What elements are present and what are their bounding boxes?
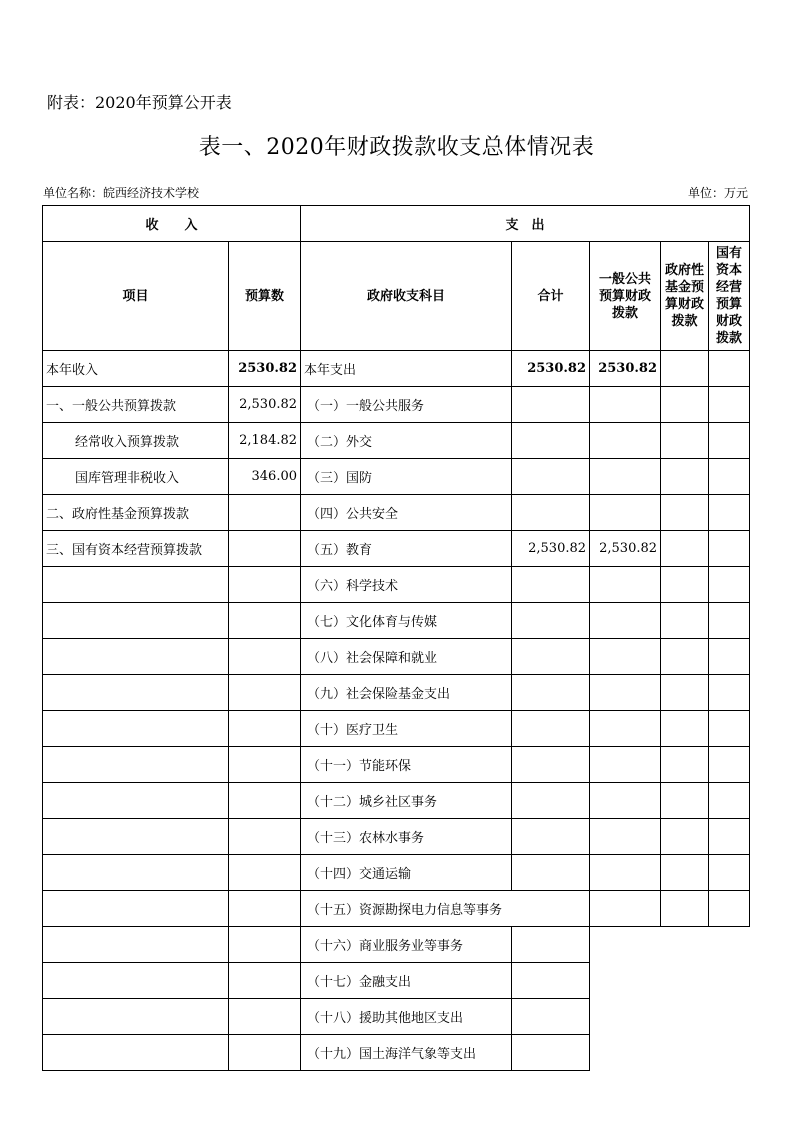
expense-total-cell — [512, 567, 590, 603]
table-row — [43, 459, 750, 495]
unit-name: 单位名称：皖西经济技术学校 — [43, 186, 200, 200]
expense-total-cell — [512, 495, 590, 531]
expense-item-cell: （一）一般公共服务 — [301, 387, 512, 423]
expense-total-cell — [512, 675, 590, 711]
expense-item-cell: （三）国防 — [301, 459, 512, 495]
table-row — [43, 927, 750, 963]
income-item-cell — [43, 675, 229, 711]
income-item-cell — [43, 891, 229, 927]
page-title: 表一、2020年财政拨款收支总体情况表 — [198, 135, 595, 160]
expense-gov-fund-cell — [661, 747, 709, 783]
expense-gov-fund-cell — [661, 639, 709, 675]
expense-total-cell — [512, 783, 590, 819]
table-row — [43, 855, 750, 891]
expense-total-cell — [512, 639, 590, 675]
expense-total-cell — [512, 747, 590, 783]
income-value-cell — [229, 819, 301, 855]
expense-general-cell — [590, 747, 661, 783]
expense-state-capital-cell — [709, 783, 750, 819]
income-item-cell — [43, 999, 229, 1035]
expense-item-cell: （六）科学技术 — [301, 567, 512, 603]
header-state-capital: 国有资本经营预算财政拨款 — [709, 242, 750, 351]
expense-total-cell — [512, 963, 590, 999]
section-header-row — [43, 206, 750, 242]
expense-item-cell: （九）社会保险基金支出 — [301, 675, 512, 711]
budget-table — [42, 205, 750, 1071]
expense-item-cell: （十五）资源勘探电力信息等事务 — [301, 891, 590, 927]
expense-total-cell — [512, 855, 590, 891]
income-item-cell: 经常收入预算拨款 — [43, 423, 229, 459]
expense-state-capital-cell — [709, 639, 750, 675]
expense-general-cell: 2530.82 — [590, 351, 661, 387]
table-row — [43, 495, 750, 531]
income-value-cell — [229, 963, 301, 999]
income-item-cell: 国库管理非税收入 — [43, 459, 229, 495]
expense-state-capital-cell — [709, 423, 750, 459]
expense-gov-fund-cell — [661, 423, 709, 459]
income-item-cell — [43, 639, 229, 675]
blank-cell — [590, 927, 661, 963]
expense-state-capital-cell — [709, 675, 750, 711]
table-row — [43, 387, 750, 423]
table-row — [43, 567, 750, 603]
income-item-cell: 本年收入 — [43, 351, 229, 387]
expense-state-capital-cell — [709, 387, 750, 423]
expense-state-capital-cell — [709, 891, 750, 927]
expense-item-cell: （七）文化体育与传媒 — [301, 603, 512, 639]
expense-general-cell — [590, 783, 661, 819]
table-row — [43, 639, 750, 675]
income-value-cell: 2,184.82 — [229, 423, 301, 459]
table-row — [43, 603, 750, 639]
expense-general-cell — [590, 891, 661, 927]
blank-cell — [661, 1035, 709, 1071]
expense-item-cell: （四）公共安全 — [301, 495, 512, 531]
expense-item-cell: （十七）金融支出 — [301, 963, 512, 999]
expense-gov-fund-cell — [661, 531, 709, 567]
expense-state-capital-cell — [709, 531, 750, 567]
income-section-header: 收 入 — [43, 206, 301, 242]
header-budget: 预算数 — [229, 242, 301, 351]
income-item-cell — [43, 855, 229, 891]
expense-item-cell: （二）外交 — [301, 423, 512, 459]
expense-gov-fund-cell — [661, 819, 709, 855]
expense-general-cell: 2,530.82 — [590, 531, 661, 567]
income-item-cell: 二、政府性基金预算拨款 — [43, 495, 229, 531]
income-value-cell — [229, 531, 301, 567]
expense-total-cell — [512, 999, 590, 1035]
income-value-cell — [229, 675, 301, 711]
expense-general-cell — [590, 819, 661, 855]
expense-gov-fund-cell — [661, 855, 709, 891]
expense-item-cell: （十六）商业服务业等事务 — [301, 927, 512, 963]
expense-gov-fund-cell — [661, 459, 709, 495]
expense-general-cell — [590, 459, 661, 495]
table-row — [43, 999, 750, 1035]
header-gov-subject: 政府收支科目 — [301, 242, 512, 351]
income-value-cell: 2,530.82 — [229, 387, 301, 423]
income-item-cell: 三、国有资本经营预算拨款 — [43, 531, 229, 567]
table-row — [43, 819, 750, 855]
unit-label: 单位：万元 — [687, 186, 748, 200]
blank-cell — [661, 927, 709, 963]
income-value-cell: 2530.82 — [229, 351, 301, 387]
income-value-cell — [229, 783, 301, 819]
table-row — [43, 783, 750, 819]
blank-cell — [709, 927, 750, 963]
expense-item-cell: （十九）国土海洋气象等支出 — [301, 1035, 512, 1071]
expense-item-cell: （十一）节能环保 — [301, 747, 512, 783]
expense-total-cell: 2530.82 — [512, 351, 590, 387]
blank-cell — [661, 963, 709, 999]
blank-cell — [590, 1035, 661, 1071]
blank-cell — [590, 963, 661, 999]
column-header-row — [43, 242, 750, 351]
income-value-cell — [229, 747, 301, 783]
expense-item-cell: （十）医疗卫生 — [301, 711, 512, 747]
expense-gov-fund-cell — [661, 603, 709, 639]
expense-general-cell — [590, 711, 661, 747]
expense-state-capital-cell — [709, 819, 750, 855]
header-total: 合计 — [512, 242, 590, 351]
income-value-cell — [229, 711, 301, 747]
income-value-cell — [229, 603, 301, 639]
table-row — [43, 531, 750, 567]
appendix-title: 附表：2020年预算公开表 — [47, 93, 232, 112]
blank-cell — [709, 1035, 750, 1071]
income-item-cell — [43, 783, 229, 819]
income-value-cell — [229, 495, 301, 531]
income-value-cell — [229, 891, 301, 927]
table-row — [43, 963, 750, 999]
expense-gov-fund-cell — [661, 891, 709, 927]
expense-item-cell: （八）社会保障和就业 — [301, 639, 512, 675]
blank-cell — [709, 963, 750, 999]
expense-total-cell — [512, 459, 590, 495]
income-item-cell — [43, 711, 229, 747]
income-item-cell — [43, 819, 229, 855]
expense-state-capital-cell — [709, 711, 750, 747]
table-row — [43, 351, 750, 387]
expense-gov-fund-cell — [661, 711, 709, 747]
expense-total-cell — [512, 1035, 590, 1071]
expense-general-cell — [590, 675, 661, 711]
expense-total-cell — [512, 423, 590, 459]
income-value-cell — [229, 567, 301, 603]
expense-state-capital-cell — [709, 603, 750, 639]
expense-item-cell: （五）教育 — [301, 531, 512, 567]
expense-gov-fund-cell — [661, 783, 709, 819]
expense-gov-fund-cell — [661, 567, 709, 603]
income-item-cell — [43, 927, 229, 963]
expense-total-cell — [512, 603, 590, 639]
expense-item-cell: （十八）援助其他地区支出 — [301, 999, 512, 1035]
expense-gov-fund-cell — [661, 495, 709, 531]
expense-state-capital-cell — [709, 459, 750, 495]
expense-general-cell — [590, 495, 661, 531]
income-value-cell — [229, 1035, 301, 1071]
income-item-cell — [43, 963, 229, 999]
blank-cell — [709, 999, 750, 1035]
expense-general-cell — [590, 855, 661, 891]
expense-state-capital-cell — [709, 351, 750, 387]
expense-total-cell — [512, 927, 590, 963]
expense-general-cell — [590, 639, 661, 675]
expense-section-header: 支 出 — [301, 206, 750, 242]
expense-general-cell — [590, 603, 661, 639]
income-value-cell — [229, 855, 301, 891]
expense-general-cell — [590, 567, 661, 603]
expense-gov-fund-cell — [661, 351, 709, 387]
income-value-cell — [229, 999, 301, 1035]
expense-state-capital-cell — [709, 855, 750, 891]
expense-total-cell — [512, 819, 590, 855]
header-item: 项目 — [43, 242, 229, 351]
expense-item-cell: （十四）交通运输 — [301, 855, 512, 891]
expense-item-cell: （十二）城乡社区事务 — [301, 783, 512, 819]
expense-item-cell: （十三）农林水事务 — [301, 819, 512, 855]
income-item-cell: 一、一般公共预算拨款 — [43, 387, 229, 423]
expense-total-cell — [512, 711, 590, 747]
expense-item-cell: 本年支出 — [301, 351, 512, 387]
income-value-cell — [229, 639, 301, 675]
income-value-cell: 346.00 — [229, 459, 301, 495]
expense-total-cell — [512, 387, 590, 423]
table-row — [43, 711, 750, 747]
income-item-cell — [43, 567, 229, 603]
expense-state-capital-cell — [709, 567, 750, 603]
expense-gov-fund-cell — [661, 387, 709, 423]
income-item-cell — [43, 1035, 229, 1071]
table-row — [43, 423, 750, 459]
expense-total-cell: 2,530.82 — [512, 531, 590, 567]
expense-general-cell — [590, 423, 661, 459]
header-gov-fund: 政府性基金预算财政拨款 — [661, 242, 709, 351]
blank-cell — [590, 999, 661, 1035]
expense-state-capital-cell — [709, 747, 750, 783]
blank-cell — [661, 999, 709, 1035]
expense-state-capital-cell — [709, 495, 750, 531]
income-item-cell — [43, 603, 229, 639]
expense-gov-fund-cell — [661, 675, 709, 711]
table-row — [43, 747, 750, 783]
income-item-cell — [43, 747, 229, 783]
table-row — [43, 675, 750, 711]
header-general-public: 一般公共预算财政拨款 — [590, 242, 661, 351]
table-row — [43, 1035, 750, 1071]
income-value-cell — [229, 927, 301, 963]
expense-general-cell — [590, 387, 661, 423]
table-row — [43, 891, 750, 927]
